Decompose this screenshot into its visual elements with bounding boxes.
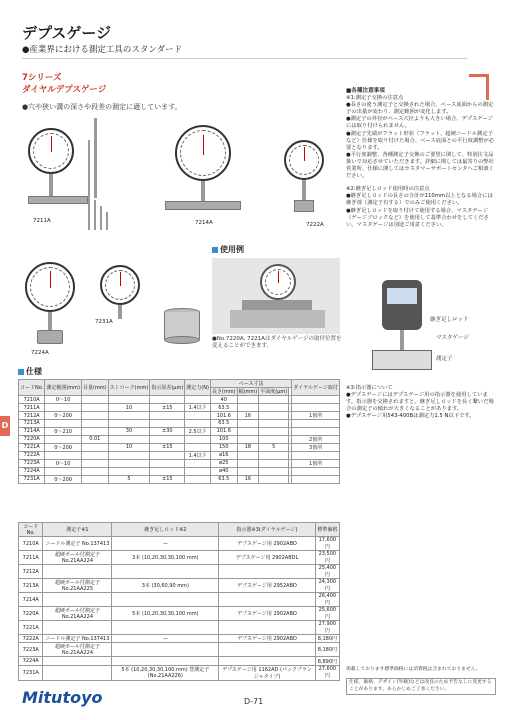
usage-heading: 使用例 [212,244,244,255]
table-cell [237,467,259,475]
table-cell: 8,180円 [315,635,339,643]
table-cell: 8,890円 [315,657,339,665]
dial-icon [100,265,140,305]
spec-header: 指示誤差(µm) [150,380,185,396]
table-cell [185,443,211,451]
notes-line: ●平行度調整、各種測定子交換のご要望に関して、特別注文品扱いで対応させていただきます。詳細に関しては最寄りの弊社営業所、仕様に関してはカスタマーサポートセンタへご相談ください。 [346,151,494,180]
table-cell: ±15 [150,443,185,451]
table-row [19,607,340,621]
table-cell [237,420,259,428]
table-cell: 0〜210 [45,427,82,435]
notes-line: ●継ぎ足しロッドの長さの合計が110mm以上となる場合には継ぎ部（測定子有する）でのみご使用ください。 [346,193,493,207]
table-cell: 40 [210,396,237,404]
spec-header: 測定範囲(mm) [45,380,82,396]
notes-line: ●デプスゲージ用543-400Bは測定力1.5 N以下です。 [346,413,475,420]
table-cell: 63.5 [210,404,237,412]
table-row [19,396,340,404]
table-cell [185,475,211,483]
spec-header: 幅(mm) [238,389,258,395]
table-cell [292,404,340,412]
table-row [19,467,340,475]
table-cell: 7220A [19,607,43,621]
table-cell: 24,300円 [315,579,339,593]
table-cell: 101.6 [210,412,237,420]
table-row [19,643,340,657]
label-master: マスタゲージ [436,335,469,341]
product-label: 7231A [95,319,113,325]
table-cell: 63.5 [210,475,237,483]
table-cell: — [112,635,219,643]
table-cell [45,451,82,459]
table-cell: 7223A [19,643,43,657]
table-cell [45,420,82,428]
table-cell [219,657,315,665]
table-cell: 7212A [19,565,43,579]
table-cell: 150 [210,443,237,451]
table-cell [292,420,340,428]
table-cell: ø25 [210,459,237,467]
table-cell: 3箇所 [292,443,340,451]
table-cell [108,467,150,475]
table-cell: 26,400円 [315,593,339,607]
table-cell [185,467,211,475]
table-cell [219,621,315,635]
spec-header: 平面度(µm) [260,389,288,395]
table-cell: 3本 (10,20,30,30,100 mm) [112,551,219,565]
table-cell [292,467,340,475]
table-cell [237,396,259,404]
table-cell [185,396,211,404]
table-cell [150,396,185,404]
table-cell: 7220A [19,435,45,443]
table-row [19,657,340,665]
spec-header: コードNo. [19,380,45,396]
table-cell [150,467,185,475]
table-cell: 17,600円 [315,537,339,551]
table-cell [292,451,340,459]
product-label: 7214A [195,220,213,226]
table-cell [259,435,289,443]
table-cell [259,475,289,483]
table-cell [81,459,108,467]
table-cell [259,412,289,420]
table-cell: 16 [237,412,259,420]
notes-line: ※2:継ぎ足しロッド使用時の注意点 [346,186,430,193]
table-header: 継ぎ足しロッド※2 [112,523,219,537]
table-cell: 7224A [19,657,43,665]
table-cell [112,621,219,635]
product-name: ダイヤルデプスゲージ [22,85,107,95]
table-cell [237,427,259,435]
table-cell: 7212A [19,412,45,420]
table-cell [108,396,150,404]
table-cell [45,435,82,443]
table-row [19,404,340,412]
spec-header: ベース寸法 [210,380,291,388]
spec-header: ダイヤルゲージ取付 [292,380,340,396]
table-cell: デプスゲージ用 2902ABD [219,537,315,551]
table-row [19,443,340,451]
table-cell [259,420,289,428]
spec-header: 長さ(mm) [211,389,236,395]
price-table [18,522,340,681]
table-cell: 0.01 [81,435,108,443]
table-cell: 16 [237,475,259,483]
table-cell: 8,180円 [315,643,339,657]
notes-line: ※3:指示器について [346,385,393,391]
table-cell [81,420,108,428]
table-cell: 7231A [19,475,45,483]
table-cell: 0〜10 [45,459,82,467]
table-cell [150,451,185,459]
table-cell [81,396,108,404]
table-cell: 7224A [19,467,45,475]
table-row [19,420,340,428]
table-cell [237,459,259,467]
product-label: 7211A [33,218,51,224]
table-header: 標準価格 [315,523,339,537]
table-cell [219,593,315,607]
table-cell [45,467,82,475]
table-cell [259,451,289,459]
table-cell: デプスゲージ用 2902ABD [219,607,315,621]
table-cell: 7213A [19,579,43,593]
product-7231a [95,265,145,335]
table-cell: 7210A [19,396,45,404]
table-cell: 0〜200 [45,475,82,483]
table-cell [150,435,185,443]
table-cell: 18 [237,443,259,451]
table-cell [108,459,150,467]
table-cell: 63.5 [210,420,237,428]
table-header: 指示器※3(ダイヤルゲージ) [219,523,315,537]
table-row [19,451,340,459]
brand-logo: Mitutoyo [22,688,103,707]
table-cell [45,404,82,412]
table-cell [108,435,150,443]
table-cell: 30 [108,427,150,435]
table-cell [43,657,112,665]
dial-icon [28,128,74,174]
table-row [19,593,340,607]
table-cell: 2.5以下 [185,427,211,435]
table-cell [219,643,315,657]
anvil-photo [160,308,204,348]
table-cell [108,420,150,428]
series-name: 7シリーズ [22,73,62,83]
table-row [19,475,340,483]
section-tab: D [0,416,10,436]
table-cell [112,593,219,607]
notes-line: ●測定子の外径がベース穴径よりも大きい場合、デプスゲージには取り付けられません。 [346,116,494,130]
table-cell: 7211A [19,404,45,412]
table-cell [81,404,108,412]
label-rod: 継ぎ足しロッド [430,317,469,323]
table-cell: 0〜200 [45,412,82,420]
table-cell [219,565,315,579]
dial-icon [25,262,75,312]
notes-heading: ■各種注意事項 [346,88,385,94]
table-cell [259,404,289,412]
table-cell: 3本 (30,60,90 mm) [112,579,219,593]
table-cell: デプスゲージ用 2902ABDL [219,551,315,565]
table-cell: ニードル測定子 No.137413 [43,537,112,551]
table-cell [185,420,211,428]
table-row [19,537,340,551]
table-header: 測定子※1 [43,523,112,537]
table-row [19,459,340,467]
notes-line: ●継ぎ足しロッドを取り付けて使用する場合、マスタゲージ（ゲージブロックなど）を使用して基準合わせをしてください。マスタゲージは別途ご用意ください。 [346,207,489,228]
table-cell [81,427,108,435]
table-cell [259,427,289,435]
table-cell: 7223A [19,459,45,467]
table-cell: 7231A [19,665,43,680]
feature-text: ●穴や狭い溝の深さや段差の測定に適しています。 [22,103,182,111]
table-cell: 超硬ボール付測定子 No.21AA224 [43,643,112,657]
divider [22,58,467,59]
table-cell: 7214A [19,593,43,607]
table-cell [150,412,185,420]
table-cell: 7211A [19,551,43,565]
table-cell: 1箇所 [292,412,340,420]
table-cell: 7221A [19,443,45,451]
square-icon [18,369,24,375]
table-cell: ±15 [150,475,185,483]
label-contact: 測定子 [436,356,453,362]
table-cell [259,467,289,475]
product-7222a [276,140,336,240]
page-subtitle: ●産業界における測定工具のスタンダード [22,45,183,55]
table-row [19,427,340,435]
table-cell [292,475,340,483]
table-cell [112,643,219,657]
table-cell: 7221A [19,621,43,635]
table-cell [81,475,108,483]
extension-rods [88,140,118,230]
notes-line: ●測定子先端がフラット形状（フラット、超硬ニードル測定子など）仕様を取り付けた場合、ベース底面との平行度調整が必要となります。 [346,130,495,151]
table-cell: 5 [259,443,289,451]
table-cell: 7214A [19,427,45,435]
product-7224a [25,262,85,362]
table-row [19,579,340,593]
table-cell: 101.6 [210,427,237,435]
table-cell: デプスゲージ用 2902ABD [219,635,315,643]
table-cell [259,459,289,467]
table-cell [150,420,185,428]
notes-line: ●デプスゲージにはデプスゲージ用の指示器を使用しています。指示器を交換されますと、継ぎ足しロッドを長く繋いだ場合の測定子の傾れが大きくなることがあります。 [346,392,494,413]
table-cell [237,435,259,443]
table-cell: — [112,537,219,551]
table-row [19,551,340,565]
product-7214a [165,125,245,235]
notes-line: ●長さの違う測定子と交換された場合、ベース底面からの測定子の出量が変わり、測定範囲が変化します。 [346,102,494,116]
table-cell: ø16 [210,451,237,459]
table-cell: 0〜10 [45,396,82,404]
table-cell [81,451,108,459]
spec-header: ストローク(mm) [108,380,150,396]
page-number: D-71 [244,697,264,706]
table-cell: 5本 (10,20,30,30,100 mm) 替測定子 (No.21AA226) [112,665,219,680]
table-cell: 100 [210,435,237,443]
spec-header: 測定力(N) [185,380,211,396]
table-cell: 25,600円 [315,607,339,621]
table-cell [185,412,211,420]
spec-table [18,379,340,484]
table-cell [185,435,211,443]
table-cell [237,404,259,412]
table-cell [112,565,219,579]
change-note: 仕様、価格、デザイン(外観)などは改良のため予告なしに変更することがあります。あらかじめご了承ください。 [346,678,496,695]
notes-line: ※1:測定子交換の注意点 [346,95,404,102]
table-cell: 27,600円 [315,665,339,680]
table-cell [108,451,150,459]
table-row [19,621,340,635]
product-label: 7224A [31,350,49,356]
usage-diagram [372,280,432,370]
usage-caption: ●No.7220A, 7221Aはダイヤルゲージの取付位置を変えることができます。 [212,336,342,349]
table-header: コードNo. [19,523,43,537]
table-row [19,435,340,443]
table-cell: 25,400円 [315,565,339,579]
table-cell [43,621,112,635]
table-cell: 10 [108,404,150,412]
notes-block-2 [346,385,496,420]
dial-icon [175,125,231,181]
table-cell [112,657,219,665]
notes-block [346,88,496,229]
table-cell: 1.4以下 [185,451,211,459]
table-cell [237,451,259,459]
table-cell: 27,900円 [315,621,339,635]
table-cell [185,459,211,467]
table-cell: 1箇所 [292,459,340,467]
table-cell: デプスゲージ用 1162AD (パックプランジャタイプ) [219,665,315,680]
table-cell [43,593,112,607]
table-cell: 超硬ボール付測定子 No.21AA225 [43,579,112,593]
table-row [19,412,340,420]
table-cell [43,665,112,680]
table-cell: 2箇所 [292,435,340,443]
table-cell: ±30 [150,427,185,435]
table-cell [292,396,340,404]
table-cell [108,412,150,420]
table-cell: ±15 [150,404,185,412]
table-cell [259,396,289,404]
spec-header: 目量(mm) [81,380,108,396]
table-cell [81,412,108,420]
spec-heading: 仕様 [18,366,42,377]
table-cell: デプスゲージ用 2952ABD [219,579,315,593]
table-cell [43,565,112,579]
table-cell: 23,500円 [315,551,339,565]
table-cell: 7222A [19,451,45,459]
table-row [19,665,340,680]
table-cell: 1.4以下 [185,404,211,412]
table-cell [292,427,340,435]
table-cell: ニードル測定子 No.137413 [43,635,112,643]
page-title: デプスゲージ [22,24,112,42]
table-row [19,565,340,579]
square-icon [212,247,218,253]
table-cell: 5本 (10,20,30,30,100 mm) [112,607,219,621]
dial-icon [284,140,324,180]
table-cell: 5 [108,475,150,483]
table-cell: 10 [108,443,150,451]
table-cell: 7210A [19,537,43,551]
table-cell: 7213A [19,420,45,428]
table-cell [150,459,185,467]
table-cell: 超硬ボール付測定子 No.21AA224 [43,551,112,565]
table-cell: ø40 [210,467,237,475]
table-cell [81,443,108,451]
table-cell: 超硬ボール付測定子 No.21AA224 [43,607,112,621]
price-note: 掲載しております標準価格には消費税は含まれておりません。 [346,667,481,672]
product-label: 7222A [306,222,324,228]
table-row [19,635,340,643]
table-cell: 0〜200 [45,443,82,451]
table-cell: 7222A [19,635,43,643]
table-cell [81,467,108,475]
usage-photo [212,258,340,334]
